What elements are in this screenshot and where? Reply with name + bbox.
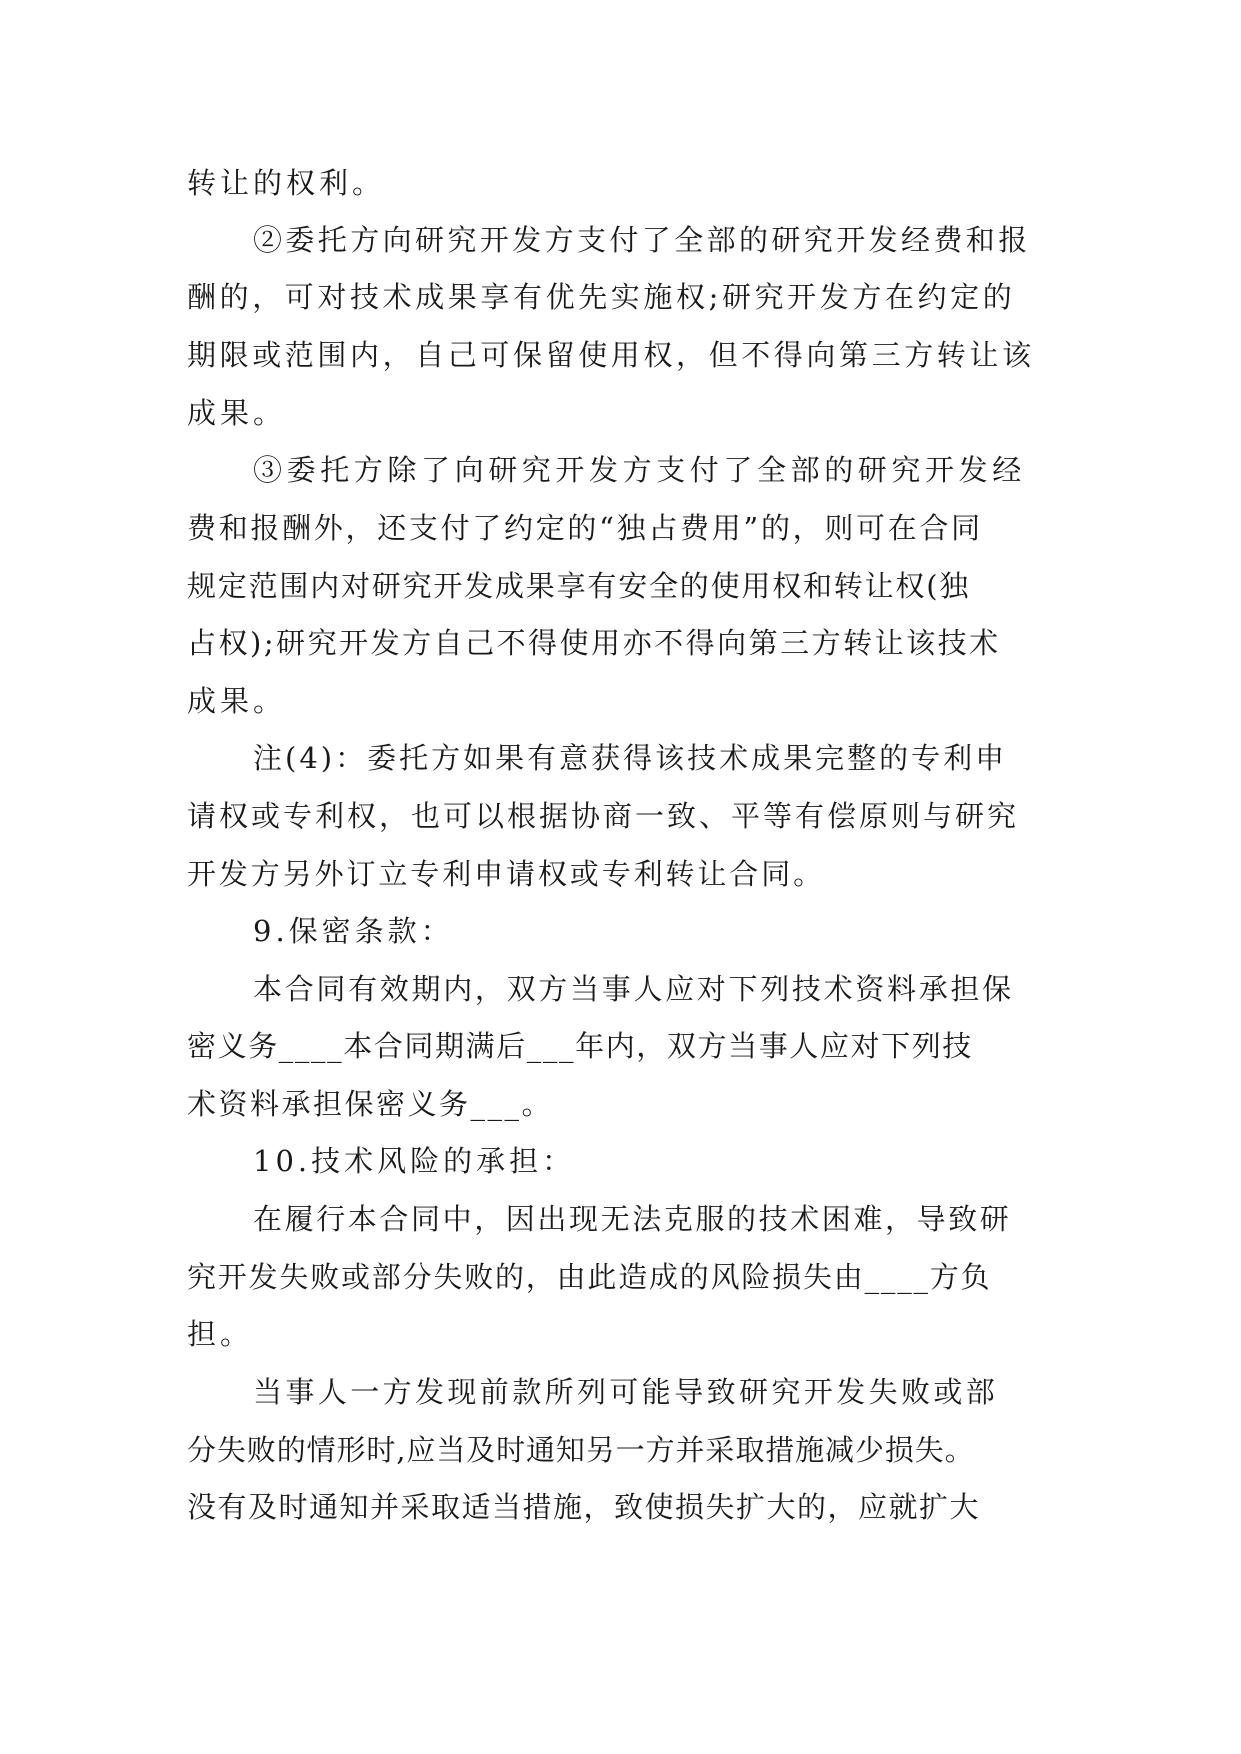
text-line: 开发方另外订立专利申请权或专利转让合同。 — [187, 857, 826, 891]
text-line: 本合同有效期内，双方当事人应对下列技术资料承担保 — [253, 972, 1014, 1006]
text-line: 成果。 — [187, 684, 287, 718]
text-line: 请权或专利权，也可以根据协商一致、平等有偿原则与研究 — [187, 799, 1020, 833]
text-line: 当事人一方发现前款所列可能导致研究开发失败或部 — [253, 1375, 999, 1409]
section-heading: 10.技术风险的承担： — [253, 1144, 576, 1178]
text-line: 占权);研究开发方自己不得使用亦不得向第三方转让该技术 — [187, 626, 1001, 660]
text-line: 成果。 — [187, 396, 287, 430]
text-line: 转让的权利。 — [187, 166, 386, 200]
text-line: ②委托方向研究开发方支付了全部的研究开发经费和报 — [253, 223, 1031, 257]
text-line: 没有及时通知并采取适当措施，致使损失扩大的，应就扩大 — [187, 1490, 981, 1524]
text-line: 期限或范围内，自己可保留使用权，但不得向第三方转让该 — [187, 338, 1035, 372]
section-heading: 9.保密条款： — [253, 914, 454, 948]
text-line: 分失败的情形时,应当及时通知另一方并采取措施减少损失。 — [187, 1433, 975, 1467]
text-line: 酬的，可对技术成果享有优先实施权;研究开发方在约定的 — [187, 280, 1016, 314]
text-line: 规定范围内对研究开发成果享有安全的使用权和转让权(独 — [187, 569, 971, 603]
text-line: 在履行本合同中，因出现无法克服的技术困难，导致研 — [253, 1202, 1012, 1236]
text-line: 费和报酬外，还支付了约定的“独占费用”的，则可在合同 — [187, 511, 983, 545]
text-line: 密义务____本合同期满后___年内，双方当事人应对下列技 — [187, 1029, 973, 1063]
text-line: ③委托方除了向研究开发方支付了全部的研究开发经 — [253, 453, 1026, 487]
text-line: 注(4)：委托方如果有意获得该技术成果完整的专利申 — [253, 741, 1008, 775]
text-line: 担。 — [187, 1317, 254, 1351]
text-line: 究开发失败或部分失败的，由此造成的风险损失由____方负 — [187, 1260, 992, 1294]
text-line: 术资料承担保密义务___。 — [187, 1087, 554, 1121]
